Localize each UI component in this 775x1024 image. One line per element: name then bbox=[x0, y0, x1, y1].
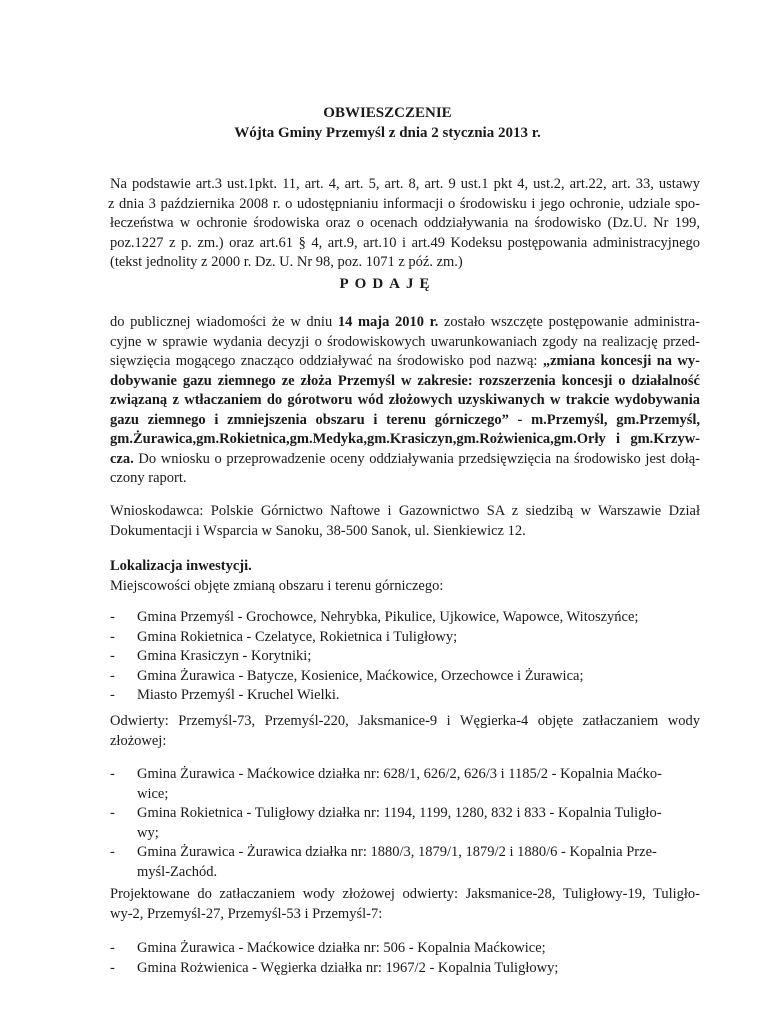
podaje-heading: PODAJĘ bbox=[339, 276, 436, 292]
list-item-text: wy; bbox=[137, 824, 159, 841]
list-item bbox=[110, 939, 710, 959]
intro-line: (tekst jednolity z 2000 r. Dz. U. Nr 98, poz. 1071 z póź. zm.) bbox=[110, 254, 463, 270]
list-item bbox=[110, 765, 710, 804]
list-item-text: Gmina Przemyśl - Grochowce, Nehrybka, Pikulice, Ujkowice, Wapowce, Witoszyńce; bbox=[137, 609, 639, 625]
bullet-dash: - bbox=[110, 609, 115, 625]
list-item-text: Miasto Przemyśl - Kruchel Wielki. bbox=[137, 687, 340, 703]
document-title: OBWIESZCZENIE bbox=[323, 105, 452, 121]
location-section bbox=[110, 557, 700, 596]
bullet-dash: - bbox=[110, 628, 115, 645]
notice-text: zostało wszczęte postępowanie administra- bbox=[438, 314, 700, 330]
project-name-line: dobywanie gazu ziemnego ze złoża Przemyśl w zakresie: rozszerzenia koncesji o działalność bbox=[110, 372, 700, 389]
list-item bbox=[110, 843, 710, 882]
localities-list bbox=[110, 608, 710, 706]
list-item-text: Gmina Żurawica - Żurawica działka nr: 1880/3, 1879/1, 1879/2 i 1880/6 - Kopalnia Prze- bbox=[137, 844, 657, 860]
project-name: cza. bbox=[110, 450, 134, 467]
list-item bbox=[110, 959, 710, 979]
notice-line bbox=[110, 450, 700, 470]
list-item bbox=[110, 686, 710, 706]
list-item-text: wice; bbox=[137, 785, 169, 802]
bullet-dash: - bbox=[110, 687, 115, 703]
project-name: „zmiana koncesji na wy- bbox=[542, 353, 700, 369]
notice-line: czony raport. bbox=[110, 470, 187, 486]
list-item bbox=[110, 608, 710, 628]
bullet-dash: - bbox=[110, 940, 115, 956]
location-heading: Lokalizacja inwestycji. bbox=[110, 558, 252, 574]
list-item-text: myśl-Zachód. bbox=[137, 863, 218, 880]
intro-line: łeczeństwa w ochronie środowiska oraz o ocenach oddziaływania na środowisko (Dz.U. Nr 199, bbox=[110, 215, 700, 231]
notice-line bbox=[110, 352, 700, 372]
list-item bbox=[110, 667, 710, 687]
bullet-dash: - bbox=[110, 667, 115, 684]
notice-line bbox=[110, 313, 700, 333]
bullet-dash: - bbox=[110, 844, 115, 860]
intro-line: Na podstawie art.3 ust.1pkt. 11, art. 4, art. 5, art. 8, art. 9 ust.1 pkt 4, ust.2, art.22, art. 33, ustawy bbox=[110, 176, 700, 192]
wells-line: złożowej: bbox=[110, 732, 167, 749]
list-item-text: Gmina Rokietnica - Czelatyce, Rokietnica i Tuligłowy; bbox=[137, 628, 458, 645]
planned-paragraph bbox=[110, 885, 700, 924]
list-item-text: Gmina Rokietnica - Tuligłowy działka nr: 1194, 1199, 1280, 832 i 833 - Kopalnia Tuligło- bbox=[137, 805, 662, 821]
document-header bbox=[0, 103, 775, 143]
notice-line: cyjne w sprawie wydania decyzji o środowiskowych uwarunkowaniach zgody na realizację przed- bbox=[110, 333, 700, 350]
list-item bbox=[110, 647, 710, 667]
planned-line: Projektowane do zatłaczaniem wody złożowej odwierty: Jaksmanice-28, Tuligłowy-19, Tuligło- bbox=[110, 886, 700, 902]
list-item bbox=[110, 628, 710, 648]
intro-paragraph bbox=[110, 175, 700, 273]
notice-text: sięwzięcia mogącego znacząco oddziaływać na środowisko pod nazwą: bbox=[110, 353, 543, 369]
bullet-dash: - bbox=[110, 648, 115, 664]
applicant-paragraph bbox=[110, 502, 700, 541]
wells-list bbox=[110, 765, 710, 882]
list-item-text: Gmina Żurawica - Maćkowice działka nr: 628/1, 626/2, 626/3 i 1185/2 - Kopalnia Maćko- bbox=[137, 766, 662, 782]
notice-paragraph bbox=[110, 313, 700, 489]
bullet-dash: - bbox=[110, 805, 115, 821]
wells-line: Odwierty: Przemyśl-73, Przemyśl-220, Jaksmanice-9 i Węgierka-4 objęte zatłaczaniem wody bbox=[110, 713, 700, 729]
notice-date: 14 maja 2010 r. bbox=[337, 314, 439, 330]
list-item-text: Gmina Żurawica - Maćkowice działka nr: 506 - Kopalnia Maćkowice; bbox=[137, 940, 546, 956]
wells-paragraph bbox=[110, 712, 700, 751]
planned-line: wy-2, Przemyśl-27, Przemyśl-53 i Przemyśl-7: bbox=[110, 905, 383, 922]
applicant-line: Wnioskodawca: Polskie Górnictwo Naftowe i Gazownictwo SA z siedzibą w Warszawie Dział bbox=[110, 503, 700, 519]
location-intro: Miejscowości objęte zmianą obszaru i terenu górniczego: bbox=[110, 577, 444, 594]
project-name-line: gazu ziemnego i zmniejszenia obszaru i terenu górniczego” - m.Przemyśl, gm.Przemyśl, bbox=[110, 411, 700, 428]
project-name-line: gm.Żurawica,gm.Rokietnica,gm.Medyka,gm.Krasiczyn,gm.Rożwienica,gm.Orły i gm.Krzyw- bbox=[110, 431, 700, 447]
list-item-text: Gmina Rożwienica - Węgierka działka nr: 1967/2 - Kopalnia Tuligłowy; bbox=[137, 959, 559, 976]
planned-list bbox=[110, 939, 710, 978]
list-item bbox=[110, 804, 710, 843]
list-item-text: Gmina Żurawica - Batycze, Kosienice, Maćkowice, Orzechowce i Żurawica; bbox=[137, 667, 584, 684]
intro-line: z dnia 3 października 2008 r. o udostępnianiu informacji o środowisku i jego ochronie, udziale spo- bbox=[108, 195, 700, 212]
document-subtitle: Wójta Gminy Przemyśl z dnia 2 stycznia 2013 r. bbox=[234, 125, 541, 141]
notice-text: Do wniosku o przeprowadzenie oceny oddziaływania przedsięwzięcia na środowisko jest dołą- bbox=[133, 450, 700, 467]
intro-line: poz.1227 z p. zm.) oraz art.61 § 4, art.9, art.10 i art.49 Kodeksu postępowania administracyjnego bbox=[110, 234, 700, 251]
notice-text: do publicznej wiadomości że w dniu bbox=[110, 314, 338, 330]
list-item-text: Gmina Krasiczyn - Korytniki; bbox=[137, 648, 312, 664]
applicant-line: Dokumentacji i Wsparcia w Sanoku, 38-500 Sanok, ul. Sienkiewicz 12. bbox=[110, 522, 526, 539]
bullet-dash: - bbox=[110, 766, 115, 782]
bullet-dash: - bbox=[110, 959, 115, 976]
project-name-line: związaną z wtłaczaniem do górotworu wód złożowych uzyskiwanych w trakcie wydobywania bbox=[110, 392, 700, 408]
